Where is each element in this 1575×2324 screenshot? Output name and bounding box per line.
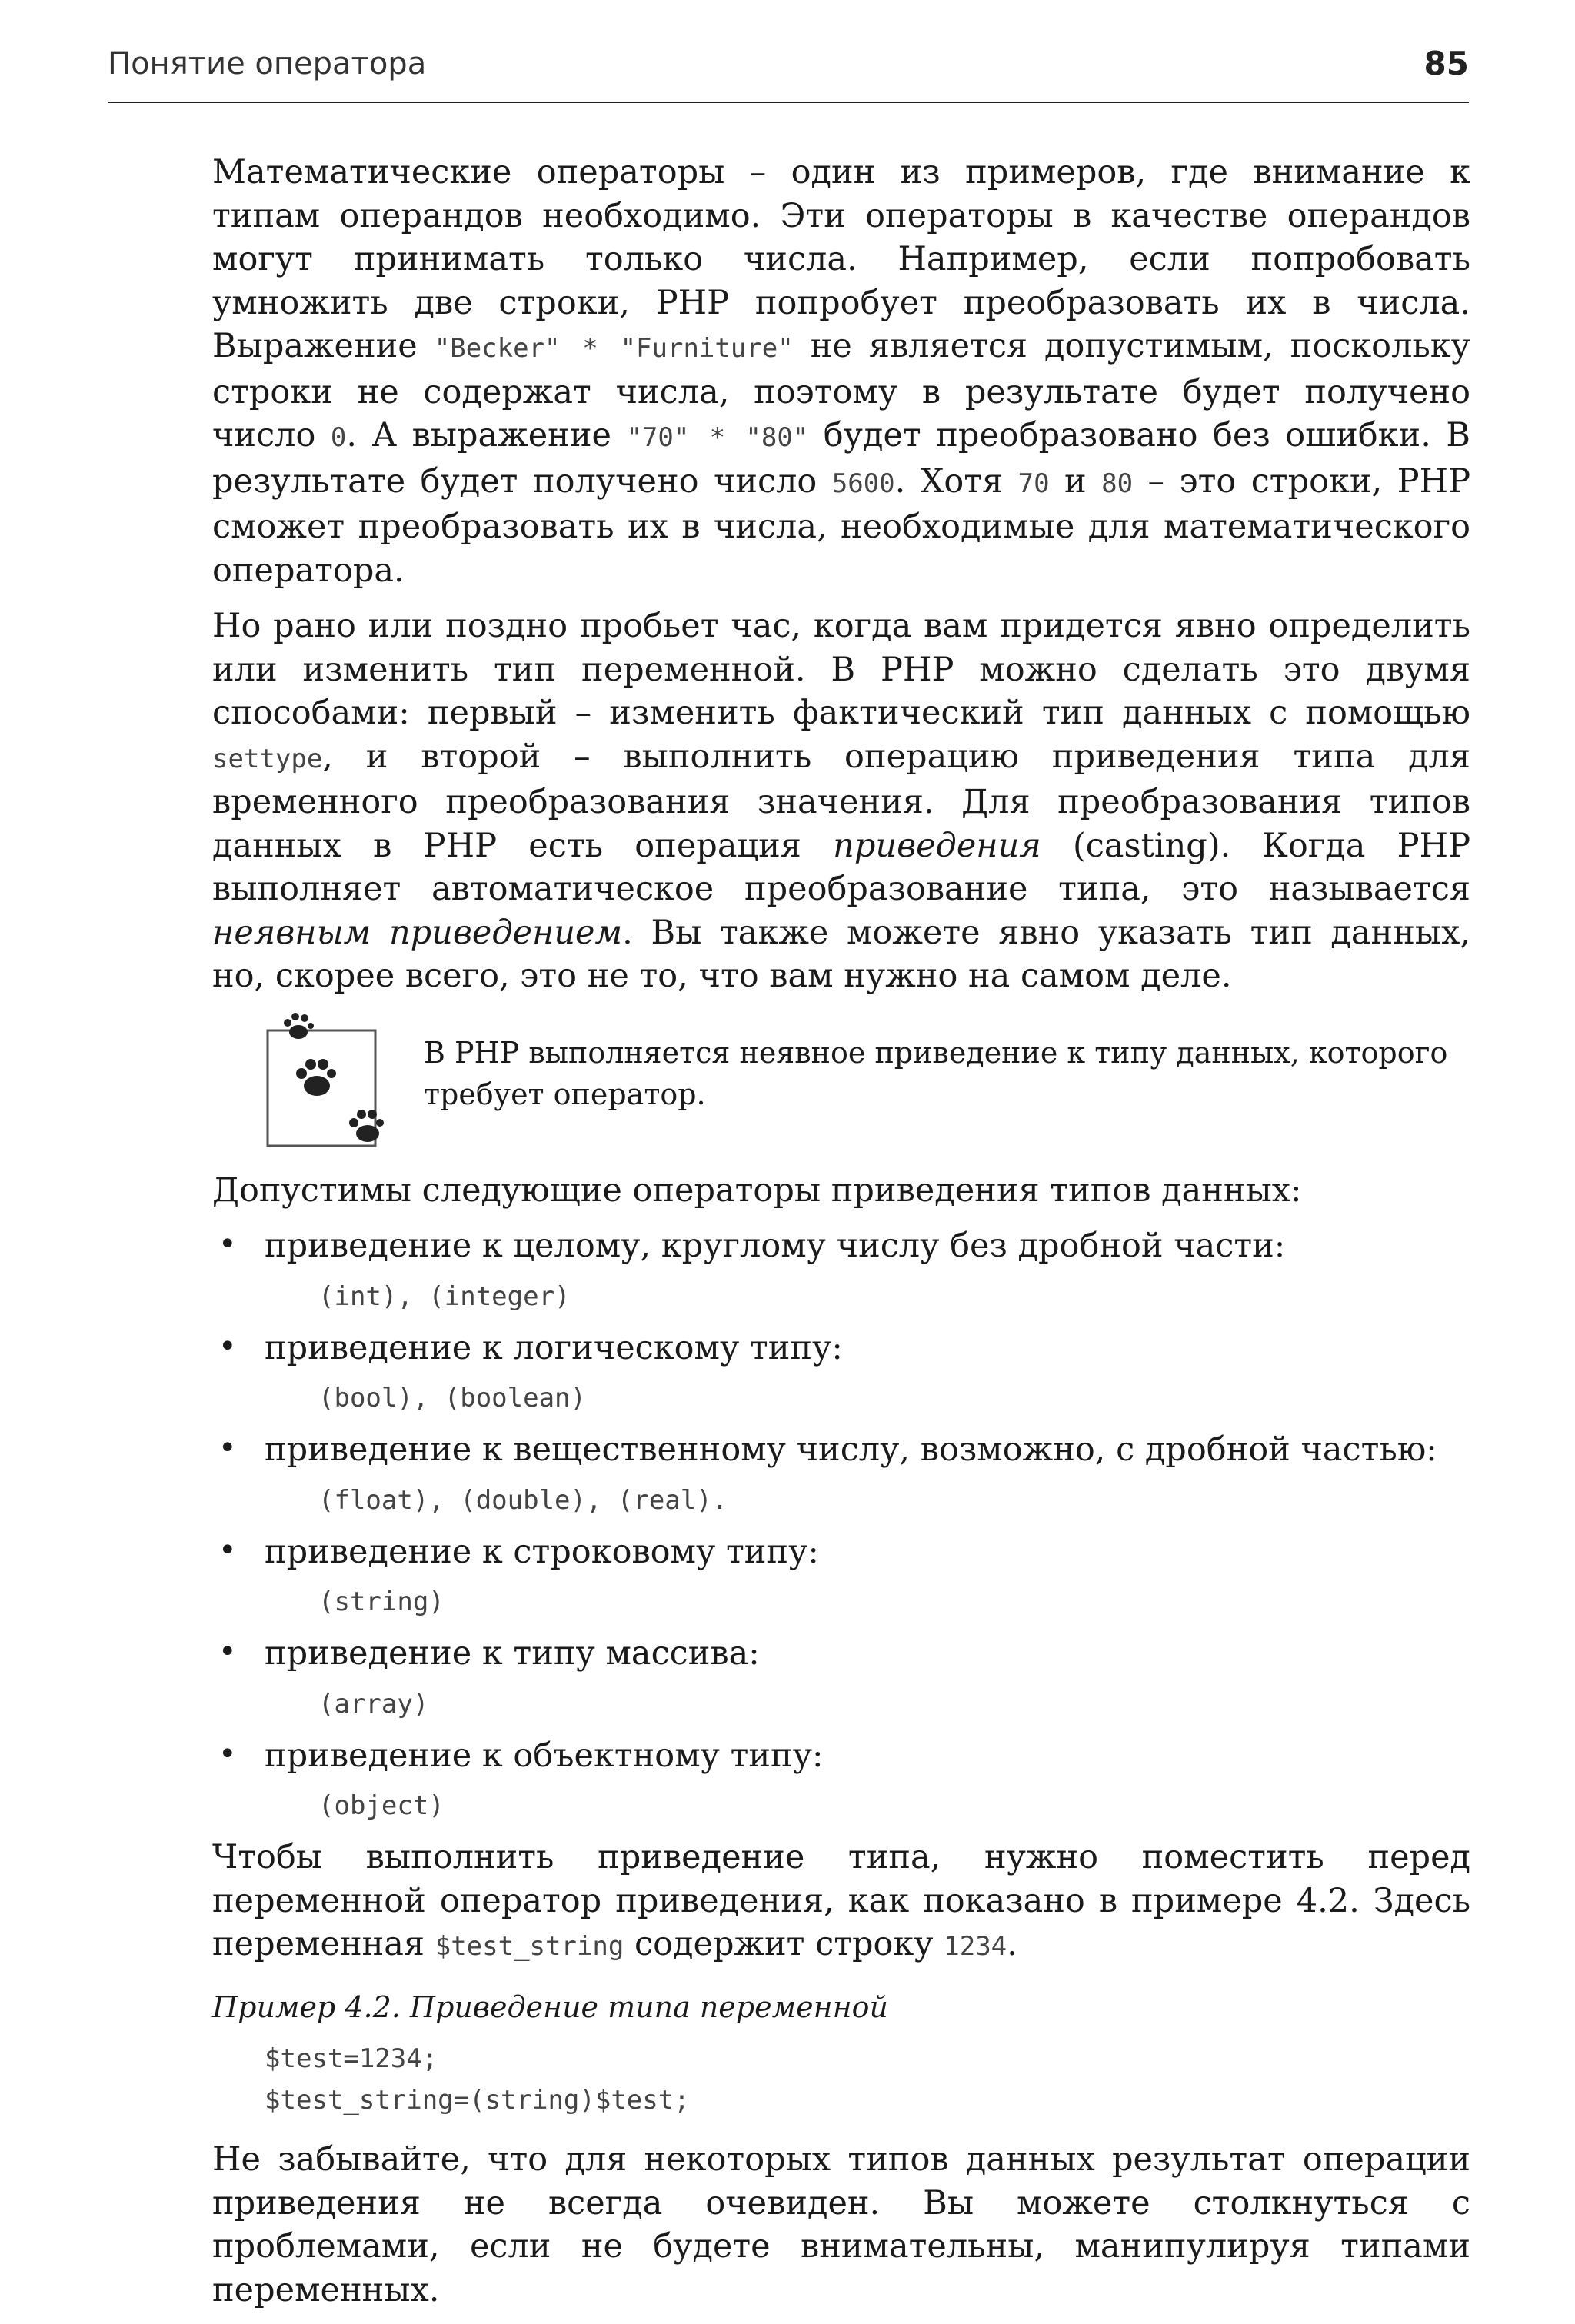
note-text: В PHP выполняется неявное приведение к типу данных, которого требует оператор.	[424, 1035, 1448, 1111]
text-run: , и второй – выполнить операцию приведения типа для временного преобразования значения. Для преобразования типов данных в PHP есть операция	[212, 737, 1470, 865]
inline-code: 1234	[944, 1931, 1007, 1962]
emphasis: неявным приведением	[212, 913, 623, 952]
paragraph-cast-usage	[212, 1836, 1470, 1969]
text-run: .	[1007, 1925, 1017, 1963]
cast-code: (object)	[318, 1790, 445, 1821]
code-line: $test_string=(string)$test;	[265, 2085, 690, 2116]
list-item-label: приведение к вещественному числу, возможно, с дробной частью:	[265, 1430, 1437, 1469]
text-run: будет преобразовано без ошибки. В результате будет получено число	[212, 416, 1470, 501]
text-run: Математические операторы – один из примеров, где внимание к типам операндов необходимо. Эти операторы в качестве операндов могут принимать только числа. Например, если попробовать умножить две строки, PHP попробует преобразовать их в числа. Выражение	[212, 153, 1470, 365]
text-run: и	[1049, 461, 1102, 501]
paragraph-math-operators	[212, 151, 1470, 592]
list-item-label: приведение к строковому типу:	[265, 1532, 819, 1571]
text-run: – это строки, PHP сможет преобразовать их в числа, необходимые для математического оператора.	[212, 461, 1471, 590]
inline-code: 80	[1101, 468, 1134, 499]
list-item	[212, 1224, 1470, 1317]
text-run: . Хотя	[894, 461, 1018, 501]
paragraph-casting	[212, 604, 1470, 998]
inline-code: "Becker" * "Furniture"	[434, 333, 794, 364]
page-number: 85	[1423, 45, 1469, 82]
list-item-label: приведение к целому, круглому числу без дробной части:	[265, 1227, 1286, 1265]
cast-code: (float), (double), (real).	[318, 1484, 728, 1516]
bullet: •	[218, 1634, 237, 1670]
text-run: . А выражение	[346, 416, 627, 454]
section-title: Понятие оператора	[108, 46, 427, 82]
text-run: Чтобы выполнить приведение типа, нужно поместить перед переменной оператор приведения, как показано в примере 4.2. Здесь переменная	[212, 1838, 1470, 1963]
list-intro: Допустимы следующие операторы приведения типов данных:	[212, 1170, 1302, 1210]
list-item	[212, 1734, 1470, 1827]
cast-operators-list	[212, 1224, 1470, 1826]
list-item	[212, 1428, 1470, 1521]
emphasis: приведения	[833, 826, 1041, 865]
running-head	[108, 40, 1469, 103]
inline-code: 70	[1017, 468, 1050, 499]
list-item-label: приведение к типу массива:	[265, 1634, 760, 1673]
list-item-label: приведение к объектному типу:	[265, 1736, 824, 1775]
example-caption: Пример 4.2. Приведение типа переменной	[212, 1989, 889, 2024]
list-item	[212, 1632, 1470, 1725]
cast-code: (array)	[318, 1688, 429, 1720]
bullet: •	[218, 1328, 237, 1364]
paw-prints-icon	[261, 1011, 392, 1157]
inline-code: "70" * "80"	[626, 422, 809, 453]
page-body	[212, 151, 1470, 2324]
paragraph-warning: Не забывайте, что для некоторых типов данных результат операции приведения не всегда очевиден. Вы можете столкнуться с проблемами, если не будете внимательны, манипулируя типами переменных.	[212, 2140, 1470, 2309]
note-box	[212, 1011, 1470, 1158]
inline-code: 5600	[831, 468, 895, 499]
bullet: •	[218, 1736, 237, 1772]
bullet: •	[218, 1227, 237, 1262]
cast-code: (bool), (boolean)	[318, 1383, 586, 1413]
inline-code: 0	[330, 422, 347, 453]
text-run: содержит строку	[624, 1925, 944, 1963]
cast-code: (string)	[318, 1587, 445, 1617]
example-code-block	[212, 2038, 1470, 2121]
text-run: (casting). Когда PHP выполняет автоматическое преобразование типа, это называется	[212, 826, 1470, 908]
inline-code: $test_string	[435, 1931, 624, 1962]
list-item-label: приведение к логическому типу:	[265, 1328, 843, 1367]
bullet: •	[218, 1532, 237, 1568]
text-run: . Вы также можете явно указать тип данных, но, скорее всего, это не то, что вам нужно на самом деле.	[212, 913, 1470, 995]
list-item	[212, 1327, 1470, 1420]
inline-code: settype	[212, 743, 323, 774]
text-run: Но рано или поздно пробьет час, когда вам придется явно определить или изменить тип переменной. В PHP можно сделать это двумя способами: первый – изменить фактический тип данных с помощью	[212, 607, 1470, 732]
bullet: •	[218, 1430, 237, 1466]
code-line: $test=1234;	[265, 2043, 438, 2074]
cast-code: (int), (integer)	[318, 1280, 571, 1312]
text-run: не является допустимым, поскольку строки не содержат числа, поэтому в результате будет получено число	[212, 327, 1470, 454]
list-item	[212, 1530, 1470, 1623]
